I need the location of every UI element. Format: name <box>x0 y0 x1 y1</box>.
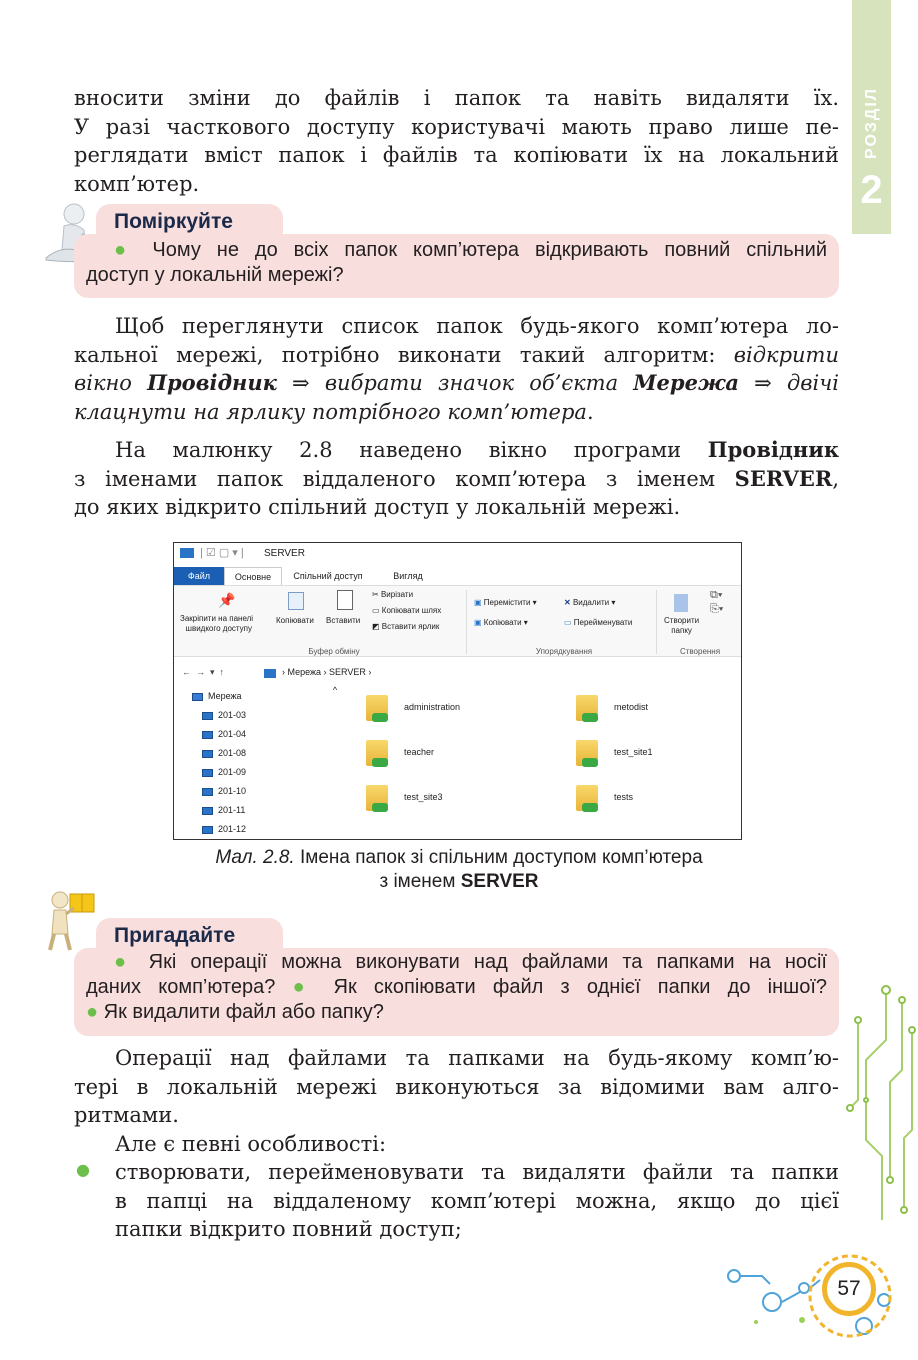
text-line: У разі часткового доступу користувачі мають право лише пе- <box>74 114 839 139</box>
window-title: SERVER <box>264 548 305 559</box>
computer-icon <box>202 731 213 739</box>
computer-icon <box>202 826 213 834</box>
text-line: з іменами папок віддаленого комп’ютера з іменем SERVER, <box>74 465 839 491</box>
network-icon <box>264 669 276 678</box>
computer-icon <box>202 788 213 796</box>
text-line: папки відкрито повний доступ; <box>115 1217 462 1241</box>
scissors-icon: ✂ <box>372 590 381 599</box>
shared-folder-icon <box>366 693 390 723</box>
path-icon: ▭ <box>372 606 382 615</box>
reading-figure-icon <box>44 890 98 952</box>
move-to-button[interactable]: ▣ Перемістити ▾ <box>474 598 537 607</box>
shortcut-icon: ◩ <box>372 622 382 631</box>
computer-icon <box>202 750 213 758</box>
paste-icon <box>337 590 353 610</box>
text-line: реглядати вміст папок і файлів та копіювати їх на локальний <box>74 143 839 167</box>
copy-to-button[interactable]: ▣ Копіювати ▾ <box>474 618 528 627</box>
rename-icon: ▭ <box>564 618 574 627</box>
nav-item-computer[interactable]: 201-12 <box>202 824 246 834</box>
paragraph-4 <box>74 1044 839 1158</box>
bullet-icon: ● <box>114 951 149 973</box>
text-line: ритмами. <box>74 1103 179 1127</box>
network-icon <box>192 693 203 701</box>
ribbon-separator <box>466 590 467 654</box>
ribbon <box>174 585 741 657</box>
bullet-list-item <box>115 1158 839 1244</box>
chapter-number: 2 <box>860 168 883 212</box>
copy-path-button[interactable]: ▭ Копіювати шлях <box>372 606 442 615</box>
delete-icon: ✕ <box>564 598 573 607</box>
text-line: Щоб переглянути список папок будь-якого комп’ютера ло- <box>115 314 839 338</box>
navigation-pane <box>174 685 324 839</box>
nav-item-computer[interactable]: 201-03 <box>202 710 246 720</box>
paragraph-2 <box>74 312 839 426</box>
ribbon-tabs <box>174 567 741 585</box>
text-line: На малюнку 2.8 наведено вікно програми Провідник <box>115 437 839 462</box>
nav-item-computer[interactable]: 201-08 <box>202 748 246 758</box>
window-titlebar <box>174 543 741 567</box>
nav-item-computer[interactable]: 201-04 <box>202 729 246 739</box>
shared-folder-icon <box>576 738 600 768</box>
paragraph-1 <box>74 84 839 198</box>
think-question-line: ● Чому не до всіх папок комп’ютера відкривають повний спільний <box>114 239 828 261</box>
group-clipboard: Буфер обміну <box>308 647 360 656</box>
new-folder-button[interactable]: Створити папку <box>664 616 700 635</box>
text-line: створювати, перейменовувати та видаляти файли та папки <box>115 1160 839 1184</box>
chevron-up-icon[interactable]: ^ <box>332 685 338 695</box>
chapter-label: РОЗДІЛ <box>862 87 880 159</box>
text-line: в папці на віддаленому комп’ютері можна, якщо до цієї <box>115 1188 839 1213</box>
remember-box-title: Пригадайте <box>96 918 283 952</box>
think-box-title: Поміркуйте <box>96 204 283 238</box>
shared-folder-icon <box>366 738 390 768</box>
think-question-line: доступ у локальній мережі? <box>86 264 344 286</box>
copy-icon <box>288 592 304 610</box>
text-line: вікно Провідник ⇒ вибрати значок об’єкта Мережа ⇒ двічі <box>74 370 839 395</box>
computer-icon <box>202 712 213 720</box>
remember-question-line: ● Які операції можна виконувати над файлами та папками на носії <box>114 951 827 973</box>
nav-item-computer[interactable]: 201-11 <box>202 805 245 815</box>
nav-item-network[interactable]: Мережа <box>192 691 242 701</box>
breadcrumb[interactable]: › Мережа › SERVER › <box>282 667 372 677</box>
cut-button[interactable]: ✂ Вирізати <box>372 590 414 599</box>
group-new: Створення <box>679 647 721 656</box>
move-icon: ▣ <box>474 598 484 607</box>
ribbon-separator <box>656 590 657 654</box>
paste-shortcut-button[interactable]: ◩ Вставити ярлик <box>372 622 440 631</box>
think-box <box>74 234 839 298</box>
tab-share[interactable]: Спільний доступ <box>293 571 363 581</box>
figure-caption: Мал. 2.8. Імена папок зі спільним доступом комп’ютера з іменем SERVER <box>215 847 703 892</box>
computer-icon <box>202 807 213 815</box>
page-number-badge <box>822 1262 876 1316</box>
tab-home[interactable]: Основне <box>224 567 282 585</box>
text-line: комп’ютер. <box>74 171 200 196</box>
paste-button[interactable]: Вставити <box>326 616 361 625</box>
copy-to-icon: ▣ <box>474 618 484 627</box>
tab-view[interactable]: Вигляд <box>393 571 423 581</box>
quick-access-icons: | ☑ ▢ ▾ | <box>200 547 244 559</box>
text-line: Але є певні особливості: <box>115 1131 387 1156</box>
address-bar <box>174 663 741 685</box>
copy-button[interactable]: Копіювати <box>276 616 314 625</box>
tab-file[interactable]: Файл <box>174 567 224 585</box>
text-line: до яких відкрито спільний доступ у локальній мережі. <box>74 495 681 519</box>
nav-item-computer[interactable]: 201-10 <box>202 786 246 796</box>
remember-question-line: ● Як видалити файл або папку? <box>86 1001 384 1023</box>
nav-item-computer[interactable]: 201-09 <box>202 767 246 777</box>
page-number: 57 <box>837 1277 861 1300</box>
bullet-icon: ● <box>114 239 153 261</box>
shared-folder-icon <box>366 783 390 813</box>
scrollbar[interactable] <box>324 685 346 839</box>
shared-folder-icon <box>576 783 600 813</box>
new-item-icons[interactable]: ⧉▾ ⎘▾ <box>710 589 724 615</box>
pin-quick-access-button[interactable]: Закріпити на панелі швидкого доступу <box>180 614 254 633</box>
rename-button[interactable]: ▭ Перейменувати <box>564 618 633 627</box>
explorer-window-figure: | ☑ ▢ ▾ | SERVER Файл Основне Спільний доступ Вигляд 📌 Закріпити на панелі швидкого доступу Копіювати Вставити ✂ Вирізати ▭ Копіювати шлях ◩ Вставити ярлик Буфер обміну ▣ Перемістити ▾ ▣ Копіювати ▾ ✕ Видалити ▾ ▭ Перейменувати Упорядкування Створити папку ⧉▾ ⎘▾ Створення ← → ▾ ↑ › Мережа › SERVER › Мережа 201-03 201-04 201-08 201-09 201-10 201-11 201-12 ^ administration metodist teacher test_site1 test_site3 tests <box>173 542 742 840</box>
text-line: тері в локальній мережі виконуються за відомими вам алго- <box>74 1074 839 1099</box>
computer-icon <box>180 548 194 558</box>
circuit-decoration-icon <box>846 980 918 1230</box>
delete-button[interactable]: ✕ Видалити ▾ <box>564 598 616 607</box>
new-folder-icon <box>674 594 688 612</box>
group-organize: Упорядкування <box>535 647 593 656</box>
gears-decoration-icon <box>712 1240 918 1348</box>
text-line: клацнути на ярлику потрібного комп’ютера. <box>74 399 594 424</box>
chapter-tab <box>852 0 891 234</box>
bullet-icon: ● <box>86 1001 104 1023</box>
text-line: вносити зміни до файлів і папок та навіть видаляти їх. <box>74 86 839 110</box>
bullet-icon: ● <box>292 976 317 998</box>
paragraph-3 <box>74 436 839 522</box>
remember-question-line: даних комп’ютера? ● Як скопіювати файл з однієї папки до іншої? <box>86 976 827 998</box>
computer-icon <box>202 769 213 777</box>
nav-arrows-icon[interactable]: ← → ▾ ↑ <box>182 667 225 677</box>
remember-box <box>74 948 839 1036</box>
pin-icon: 📌 <box>218 592 236 608</box>
shared-folder-icon <box>576 693 600 723</box>
text-line: кальної мережі, потрібно виконати такий алгоритм: відкрити <box>74 342 839 367</box>
text-line: Операції над файлами та папками на будь-якому комп’ю- <box>115 1046 839 1070</box>
bullet-icon: ● <box>76 1160 90 1179</box>
